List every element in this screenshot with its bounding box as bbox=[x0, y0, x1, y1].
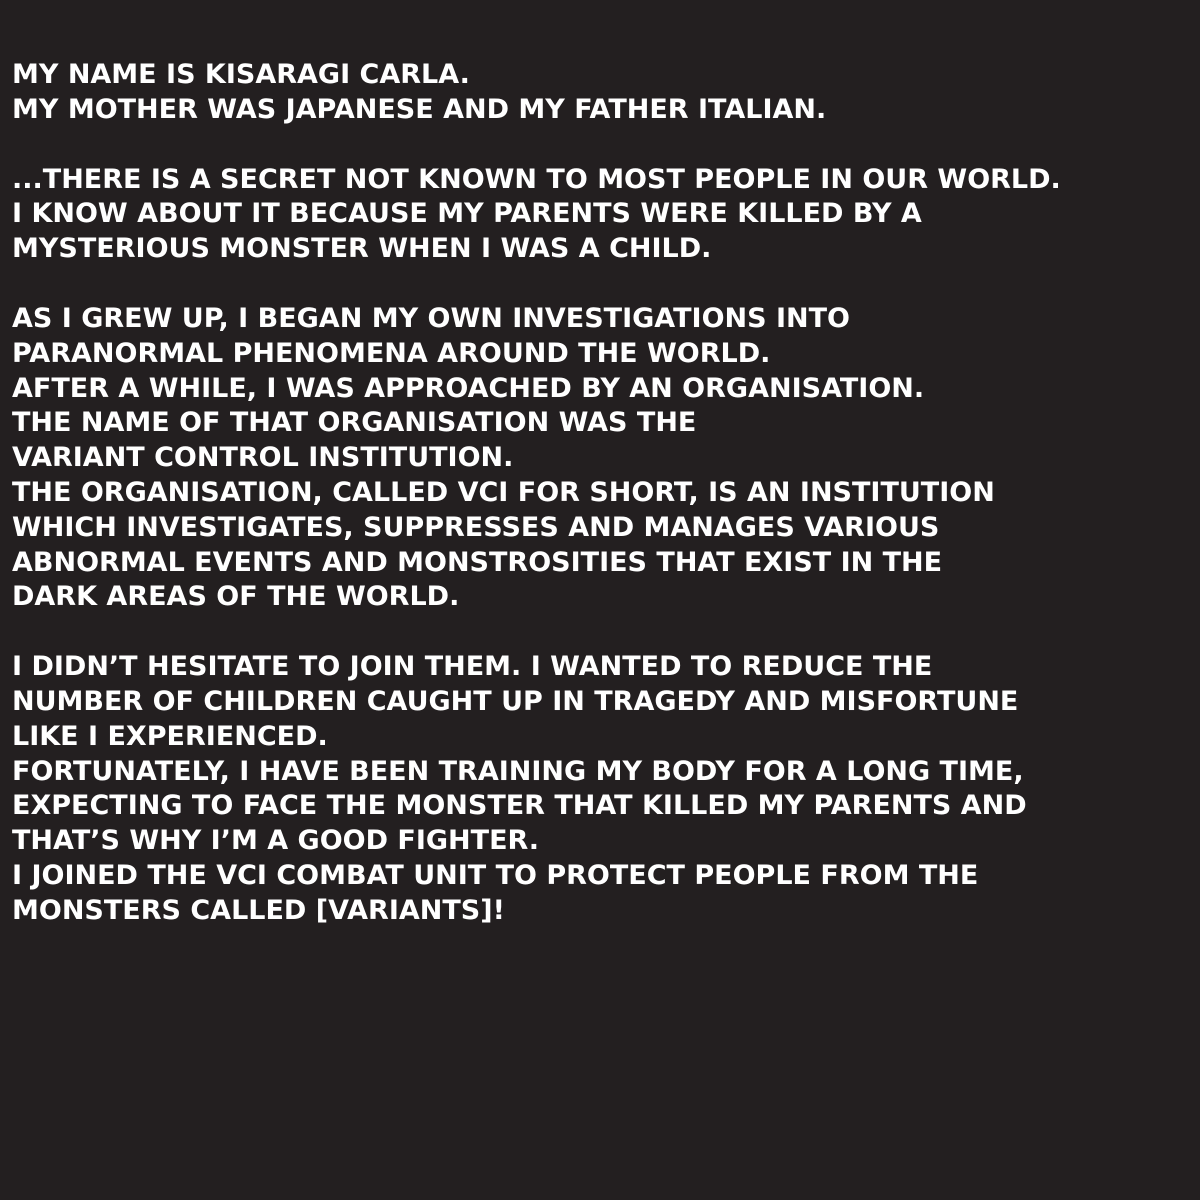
text-line: I JOINED THE VCI COMBAT UNIT TO PROTECT PEOPLE FROM THE bbox=[12, 859, 979, 891]
text-line: MY MOTHER WAS JAPANESE AND MY FATHER ITALIAN. bbox=[12, 93, 827, 125]
paragraph-secret bbox=[12, 163, 1192, 267]
text-line: NUMBER OF CHILDREN CAUGHT UP IN TRAGEDY AND MISFORTUNE bbox=[12, 685, 1019, 717]
text-line: PARANORMAL PHENOMENA AROUND THE WORLD. bbox=[12, 337, 771, 369]
text-line: FORTUNATELY, I HAVE BEEN TRAINING MY BODY FOR A LONG TIME, bbox=[12, 755, 1024, 787]
text-line: THAT’S WHY I’M A GOOD FIGHTER. bbox=[12, 825, 540, 857]
story-text bbox=[12, 58, 1192, 964]
text-line: DARK AREAS OF THE WORLD. bbox=[12, 581, 460, 613]
text-line: I KNOW ABOUT IT BECAUSE MY PARENTS WERE KILLED BY A bbox=[12, 198, 922, 230]
text-line: ...THERE IS A SECRET NOT KNOWN TO MOST PEOPLE IN OUR WORLD. bbox=[12, 163, 1061, 195]
text-line: ABNORMAL EVENTS AND MONSTROSITIES THAT EXIST IN THE bbox=[12, 546, 943, 578]
text-line: WHICH INVESTIGATES, SUPPRESSES AND MANAGES VARIOUS bbox=[12, 511, 940, 543]
text-line: I DIDN’T HESITATE TO JOIN THEM. I WANTED TO REDUCE THE bbox=[12, 651, 933, 683]
text-line: MY NAME IS KISARAGI CARLA. bbox=[12, 59, 470, 90]
text-line: EXPECTING TO FACE THE MONSTER THAT KILLED MY PARENTS AND bbox=[12, 790, 1027, 822]
text-line: MYSTERIOUS MONSTER WHEN I WAS A CHILD. bbox=[12, 233, 712, 265]
text-line: THE NAME OF THAT ORGANISATION WAS THE bbox=[12, 407, 697, 439]
text-line: AS I GREW UP, I BEGAN MY OWN INVESTIGATIONS INTO bbox=[12, 302, 850, 334]
text-line: LIKE I EXPERIENCED. bbox=[12, 720, 328, 752]
text-line: MONSTERS CALLED [VARIANTS]! bbox=[12, 894, 505, 926]
paragraph-joining bbox=[12, 650, 1192, 928]
text-line: THE ORGANISATION, CALLED VCI FOR SHORT, IS AN INSTITUTION bbox=[12, 476, 995, 508]
paragraph-intro bbox=[12, 58, 1192, 128]
paragraph-organisation bbox=[12, 302, 1192, 615]
text-line: VARIANT CONTROL INSTITUTION. bbox=[12, 442, 514, 474]
text-line: AFTER A WHILE, I WAS APPROACHED BY AN ORGANISATION. bbox=[12, 372, 925, 404]
